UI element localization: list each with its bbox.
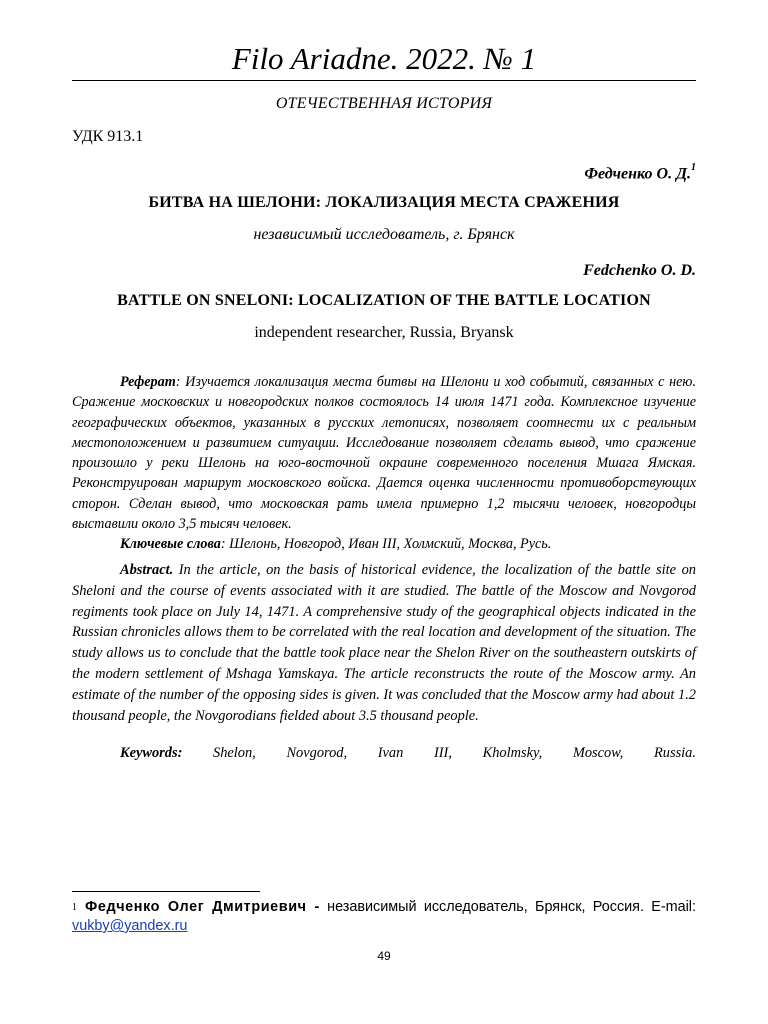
abstract-ru — [72, 372, 696, 534]
footnote-mark: 1 — [72, 902, 77, 913]
page-number: 49 — [377, 949, 391, 963]
journal-header: Filo Ariadne. 2022. № 1 — [231, 41, 537, 76]
keywords-ru-text: : Шелонь, Новгород, Иван III, Холмский, Москва, Русь. — [220, 536, 552, 552]
email-link[interactable]: vukby@yandex.ru — [72, 918, 188, 934]
affiliation-en: independent researcher, Russia, Bryansk — [254, 324, 514, 341]
abstract-en-label: Abstract. — [120, 562, 174, 578]
keyword-en: III, — [433, 745, 452, 761]
abstract-ru-text: : Изучается локализация места битвы на Шелони и ход событий, связанных с нею. Сражение московских и новгородских полков состоялось 14 июля 1471 года. Комплексное изучение географических объектов, указанных в русских летописях, позволяет соотнести их с реальным местоположением и развитием ситуации. Исследование позволяет сделать вывод, что сражение произошло у реки Шелонь на юго-восточной окраине современного поселения Мшага Ямская. Реконструирован маршрут московского войска. Дается оценка численности противоборствующих сторон. Сделан вывод, что московская рать имела примерно 1,2 тысячи человек, новгородцы выставили около 3,5 тысяч человек. — [72, 374, 696, 533]
footnote-author-name: Федченко Олег Дмитриевич - — [85, 899, 320, 915]
author-en: Fedchenko O. D. — [583, 262, 696, 279]
section-rubric: ОТЕЧЕСТВЕННАЯ ИСТОРИЯ — [275, 95, 493, 112]
keyword-en: Moscow, — [572, 745, 624, 761]
header-rule — [72, 80, 696, 81]
abstract-en-text: In the article, on the basis of historical evidence, the localization of the battle site on Sheloni and the course of events associated with it are studied. The battle of the Moscow and Novgorod regiments took place on July 14, 1471. A comprehensive study of the geographical objects indicated in the Russian chronicles allows them to be correlated with the real location and development of the situation. The study allows us to conclude that the battle took place near the Shelon River on the southeastern outskirts of the modern settlement of Mshaga Yamskaya. The article reconstructs the route of the Moscow army. An estimate of the number of the opposing sides is given. It was concluded that the Moscow army had about 1.2 thousand people, the Novgorodians fielded about 3.5 thousand people. — [72, 562, 696, 724]
author-ru-name: Федченко О. Д. — [584, 165, 691, 183]
keywords-en — [120, 743, 696, 763]
abstract-ru-label: Реферат — [120, 374, 176, 390]
footnote-text: независимый исследователь, Брянск, Россия. E-mail: — [319, 899, 697, 915]
keyword-en: Shelon, — [213, 745, 256, 761]
keywords-ru — [72, 534, 696, 554]
title-en: BATTLE ON SNELONI: LOCALIZATION OF THE BATTLE LOCATION — [117, 292, 651, 309]
keyword-en: Ivan — [377, 745, 404, 761]
keywords-ru-label: Ключевые слова — [120, 536, 221, 552]
keyword-en: Russia. — [653, 745, 696, 761]
footnote-rule — [72, 891, 260, 892]
affiliation-ru: независимый исследователь, г. Брянск — [253, 226, 515, 243]
keywords-en-label: Keywords: — [120, 745, 183, 761]
udc-code: УДК 913.1 — [72, 128, 144, 145]
keyword-en: Kholmsky, — [482, 745, 543, 761]
abstract-en — [72, 560, 696, 726]
author-footnote-mark: 1 — [691, 162, 696, 173]
title-ru: БИТВА НА ШЕЛОНИ: ЛОКАЛИЗАЦИЯ МЕСТА СРАЖЕНИЯ — [148, 194, 620, 211]
keyword-en: Novgorod, — [286, 745, 348, 761]
footnote — [72, 898, 696, 936]
author-ru — [584, 164, 696, 183]
